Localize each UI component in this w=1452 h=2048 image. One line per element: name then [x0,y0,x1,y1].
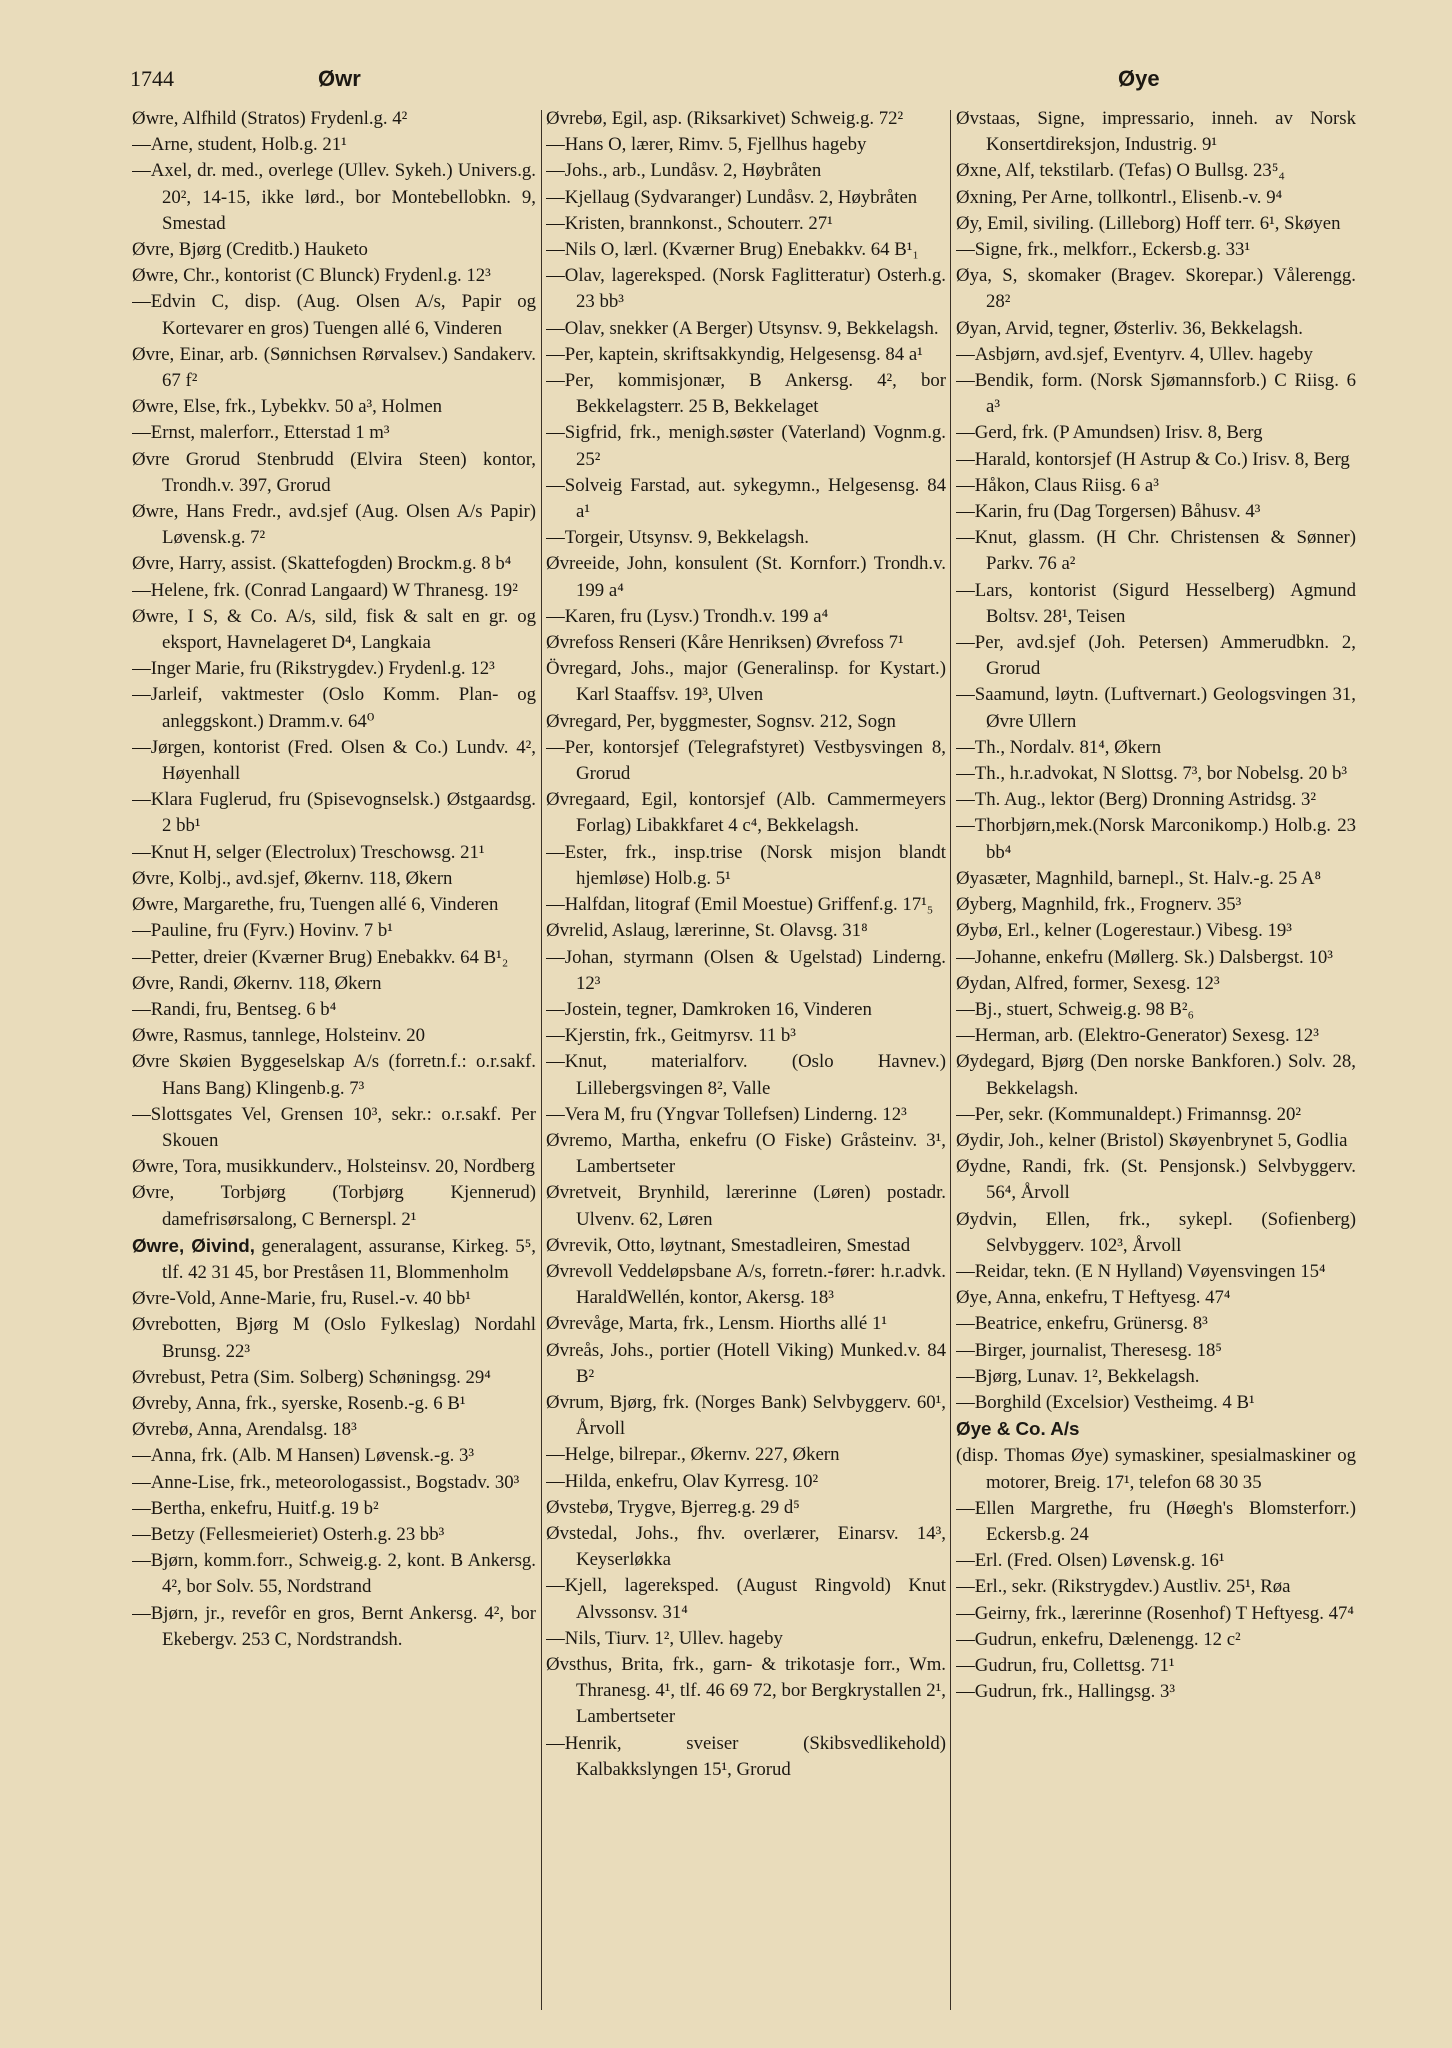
directory-entry: —Torgeir, Utsynsv. 9, Bekkelagsh. [546,527,809,549]
directory-entry: —Per, sekr. (Kommunaldept.) Frimannsg. 20² [956,1103,1301,1125]
directory-entry: Øvreeide, John, konsulent (St. Kornforr.) Trondh.v. 199 a⁴ [546,553,946,601]
directory-entry: Øydvin, Ellen, frk., sykepl. (Sofienberg) Selvbyggerv. 102³, Årvoll [956,1208,1356,1256]
directory-entry: Øwre, Else, frk., Lybekkv. 50 a³, Holmen [132,396,443,418]
directory-entry: Øvrevoll Veddeløpsbane A/s, forretn.-fører: h.r.advk. HaraldWellén, kontor, Akersg. 18³ [546,1260,946,1309]
directory-entry: —Th. Aug., lektor (Berg) Dronning Astridsg. 3² [956,789,1317,811]
directory-entry: Øydne, Randi, frk. (St. Pensjonsk.) Selvbyggerv. 56⁴, Årvoll [956,1156,1356,1204]
directory-entry: Øydan, Alfred, former, Sexesg. 12³ [956,972,1220,994]
directory-entry: —Johan, styrmann (Olsen & Ugelstad) Linderng. 12³ [546,946,946,994]
directory-entry: —Pauline, fru (Fyrv.) Hovinv. 7 b¹ [132,920,393,942]
directory-entry: —Erl. (Fred. Olsen) Løvensk.g. 16¹ [956,1550,1225,1572]
directory-entry: Øvre Skøien Byggeselskap A/s (forretn.f.: o.r.sakf. Hans Bang) Klingenb.g. 7³ [132,1051,536,1099]
directory-entry: —Gerd, frk. (P Amundsen) Irisv. 8, Berg [956,422,1263,444]
directory-entry: Øwre, Alfhild (Stratos) Frydenl.g. 4² [132,108,408,129]
directory-entry: Øvstedal, Johs., fhv. overlærer, Einarsv. 14³, Keyserløkka [546,1522,946,1571]
column-3 [956,106,1356,2006]
directory-entry: —Inger Marie, fru (Rikstrygdev.) Frydenl.g. 12³ [132,658,495,680]
directory-entry: Øye & Co. A/s [956,1418,1080,1440]
directory-entry: —Karen, fru (Lysv.) Trondh.v. 199 a⁴ [546,605,829,627]
directory-entry: —Knut, materialforv. (Oslo Havnev.) Lillebergsvingen 8², Valle [546,1051,946,1099]
directory-entry: —Knut H, selger (Electrolux) Treschowsg. 21¹ [132,841,485,863]
guide-word-left: Øwr [318,66,361,91]
directory-entry: Øvsthus, Brita, frk., garn- & trikotasje forr., Wm. Thranesg. 4¹, tlf. 46 69 72, bor Bergkrystallen 2¹, Lambertseter [546,1653,946,1728]
directory-entry: —Gudrun, enkefru, Dælenengg. 12 c² [956,1628,1241,1650]
directory-entry: —Per, kaptein, skriftsakkyndig, Helgesensg. 84 a¹ [546,343,923,365]
directory-entry: —Bjørg, Lunav. 1², Bekkelagsh. [956,1365,1200,1387]
directory-entry: (disp. Thomas Øye) symaskiner, spesialmaskiner og motorer, Breig. 17¹, telefon 68 30 35 [956,1445,1356,1493]
directory-entry: —Jarleif, vaktmester (Oslo Komm. Plan- og anleggskont.) Dramm.v. 64⁰ [132,684,536,732]
directory-entry: —Bjørn, komm.forr., Schweig.g. 2, kont. B Ankersg. 4², bor Solv. 55, Nordstrand [132,1550,536,1598]
directory-entry: Øydir, Joh., kelner (Bristol) Skøyenbrynet 5, Godlia [956,1129,1348,1151]
directory-entry: —Gudrun, fru, Collettsg. 71¹ [956,1654,1175,1676]
directory-entry: —Klara Fuglerud, fru (Spisevognselsk.) Østgaardsg. 2 bb¹ [132,789,536,837]
directory-entry: Øvre Grorud Stenbrudd (Elvira Steen) kontor, Trondh.v. 397, Grorud [132,448,536,496]
directory-entry: —Herman, arb. (Elektro-Generator) Sexesg. 12³ [956,1025,1319,1047]
column-rule [541,110,542,2010]
directory-entry: —Erl., sekr. (Rikstrygdev.) Austliv. 25¹, Røa [956,1576,1291,1598]
directory-entry: Øvregard, Per, byggmester, Sognsv. 212, Sogn [546,710,896,732]
directory-entry: —Bj., stuert, Schweig.g. 98 B²₆ [956,998,1195,1020]
directory-entry: —Beatrice, enkefru, Grünersg. 8³ [956,1313,1208,1335]
directory-entry: —Per, kontorsjef (Telegrafstyret) Vestbysvingen 8, Grorud [546,736,946,785]
directory-entry: —Harald, kontorsjef (H Astrup & Co.) Irisv. 8, Berg [956,448,1350,470]
directory-entry: —Knut, glassm. (H Chr. Christensen & Sønner) Parkv. 76 a² [956,527,1356,575]
directory-entry: Øvretveit, Brynhild, lærerinne (Løren) postadr. Ulvenv. 62, Løren [546,1182,946,1230]
directory-entry: Øwre, Øivind, generalagent, assuranse, Kirkeg. 5⁵, tlf. 42 31 45, bor Preståsen 11, Blommenholm [132,1234,536,1283]
directory-entry: —Jostein, tegner, Damkroken 16, Vinderen [546,998,872,1020]
directory-entry: —Bertha, enkefru, Huitf.g. 19 b² [132,1497,379,1519]
column-1 [132,106,536,2006]
directory-entry: Øvre, Einar, arb. (Sønnichsen Rørvalsev.) Sandakerv. 67 f² [132,343,536,392]
directory-entry: —Slottsgates Vel, Grensen 10³, sekr.: o.r.sakf. Per Skouen [132,1103,536,1151]
directory-entry: Øwre, Hans Fredr., avd.sjef (Aug. Olsen A/s Papir) Løvensk.g. 7² [132,501,536,549]
page-number: 1744 [130,66,174,91]
directory-entry: Øvre, Kolbj., avd.sjef, Økernv. 118, Økern [132,867,453,889]
directory-entry: Øvrum, Bjørg, frk. (Norges Bank) Selvbyggerv. 60¹, Årvoll [546,1391,946,1440]
directory-entry: Øyberg, Magnhild, frk., Frognerv. 35³ [956,894,1242,916]
directory-entry: —Randi, fru, Bentseg. 6 b⁴ [132,998,337,1020]
directory-entry: —Th., h.r.advokat, N Slottsg. 7³, bor Nobelsg. 20 b³ [956,763,1348,785]
directory-entry: —Halfdan, litograf (Emil Moestue) Griffenf.g. 17¹₅ [546,894,934,916]
directory-entry: —Bjørn, jr., revefôr en gros, Bernt Ankersg. 4², bor Ekebergv. 253 C, Nordstrandsh. [132,1602,536,1650]
directory-entry: —Kjellaug (Sydvaranger) Lundåsv. 2, Høybråten [546,186,918,208]
directory-entry: —Vera M, fru (Yngvar Tollefsen) Linderng. 12³ [546,1103,907,1125]
directory-entry: —Johs., arb., Lundåsv. 2, Høybråten [546,160,822,182]
column-rule [950,110,951,2010]
directory-entry: Øxning, Per Arne, tollkontrl., Elisenb.-v. 9⁴ [956,186,1283,208]
directory-entry: Øvrebotten, Bjørg M (Oslo Fylkeslag) Nordahl Brunsg. 22³ [132,1314,536,1362]
directory-entry: —Arne, student, Holb.g. 21¹ [132,134,347,156]
directory-entry: —Lars, kontorist (Sigurd Hesselberg) Agmund Boltsv. 28¹, Teisen [956,579,1356,627]
directory-entry: Øybø, Erl., kelner (Logerestaur.) Vibesg. 19³ [956,920,1292,942]
directory-entry: Øxne, Alf, tekstilarb. (Tefas) O Bullsg. 23⁵₄ [956,160,1285,182]
directory-entry: —Henrik, sveiser (Skibsvedlikehold) Kalbakkslyngen 15¹, Grorud [546,1732,946,1780]
directory-entry: —Saamund, løytn. (Luftvernart.) Geologsvingen 31, Øvre Ullern [956,684,1356,732]
directory-entry: —Nils, Tiurv. 1², Ullev. hageby [546,1627,783,1649]
directory-entry: Øwre, Margarethe, fru, Tuengen allé 6, Vinderen [132,894,499,916]
directory-entry: Øvrelid, Aslaug, lærerinne, St. Olavsg. 31⁸ [546,920,868,942]
directory-entry: —Olav, snekker (A Berger) Utsynsv. 9, Bekkelagsh. [546,317,939,339]
directory-entry: —Reidar, tekn. (E N Hylland) Vøyensvingen 15⁴ [956,1260,1326,1282]
directory-entry: —Karin, fru (Dag Torgersen) Båhusv. 4³ [956,501,1261,523]
page-header [0,66,1452,106]
directory-entry: —Thorbjørn,mek.(Norsk Marconikomp.) Holb.g. 23 bb⁴ [956,815,1356,863]
column-2 [546,106,946,2006]
directory-entry: —Geirny, frk., lærerinne (Rosenhof) T Heftyesg. 47⁴ [956,1602,1354,1624]
directory-entry: —Olav, lagereksped. (Norsk Faglitteratur) Osterh.g. 23 bb³ [546,265,946,313]
directory-entry: Övregard, Johs., major (Generalinsp. for Kystart.) Karl Staaffsv. 19³, Ulven [546,658,946,706]
directory-entry: Øvrefoss Renseri (Kåre Henriksen) Øvrefoss 7¹ [546,632,904,654]
directory-entry: Øvre, Randi, Økernv. 118, Økern [132,972,382,994]
guide-word-right: Øye [1118,66,1160,91]
directory-entry: —Kjell, lagereksped. (August Ringvold) Knut Alvssonsv. 31⁴ [546,1575,946,1623]
directory-entry: —Hans O, lærer, Rimv. 5, Fjellhus hageby [546,134,867,156]
directory-entry: —Birger, journalist, Theresesg. 18⁵ [956,1339,1222,1361]
directory-entry: —Per, kommisjonær, B Ankersg. 4², bor Bekkelagsterr. 25 B, Bekkelaget [546,370,946,418]
directory-entry: Øvreås, Johs., portier (Hotell Viking) Munked.v. 84 B² [546,1339,946,1387]
directory-entry: —Borghild (Excelsior) Vestheimg. 4 B¹ [956,1391,1255,1413]
directory-entry: Øvre, Torbjørg (Torbjørg Kjennerud) damefrisørsalong, C Bernerspl. 2¹ [132,1182,536,1230]
directory-entry: —Jørgen, kontorist (Fred. Olsen & Co.) Lundv. 4², Høyenhall [132,736,536,785]
directory-entry: —Ester, frk., insp.trise (Norsk misjon blandt hjemløse) Holb.g. 5¹ [546,841,946,889]
directory-entry: —Per, avd.sjef (Joh. Petersen) Ammerudbkn. 2, Grorud [956,632,1356,680]
directory-entry: Øvregaard, Egil, kontorsjef (Alb. Cammermeyers Forlag) Libakkfaret 4 c⁴, Bekkelagsh. [546,789,946,837]
directory-entry: —Asbjørn, avd.sjef, Eventyrv. 4, Ullev. hageby [956,343,1313,365]
directory-entry: Øvre, Harry, assist. (Skattefogden) Brockm.g. 8 b⁴ [132,553,512,575]
directory-entry: Øwre, Chr., kontorist (C Blunck) Frydenl.g. 12³ [132,265,491,287]
directory-entry: —Bendik, form. (Norsk Sjømannsforb.) C Riisg. 6 a³ [956,370,1356,418]
directory-entry: —Petter, dreier (Kværner Brug) Enebakkv. 64 B¹₂ [132,946,509,968]
directory-entry: Øvreby, Anna, frk., syerske, Rosenb.-g. 6 B¹ [132,1392,466,1414]
directory-entry: —Betzy (Fellesmeieriet) Osterh.g. 23 bb³ [132,1523,445,1545]
directory-entry: Øy, Emil, siviling. (Lilleborg) Hoff terr. 6¹, Skøyen [956,212,1341,234]
directory-entry: —Anna, frk. (Alb. M Hansen) Løvensk.-g. 3³ [132,1445,475,1467]
directory-entry: —Signe, frk., melkforr., Eckersb.g. 33¹ [956,239,1251,261]
directory-entry: Øyan, Arvid, tegner, Østerliv. 36, Bekkelagsh. [956,317,1303,339]
directory-entry: Øwre, Rasmus, tannlege, Holsteinv. 20 [132,1025,425,1047]
directory-entry: —Kjerstin, frk., Geitmyrsv. 11 b³ [546,1025,796,1047]
directory-entry: Øvstaas, Signe, impressario, inneh. av Norsk Konsertdireksjon, Industrig. 9¹ [956,108,1356,156]
directory-entry: Øwre, I S, & Co. A/s, sild, fisk & salt en gr. og eksport, Havnelageret D⁴, Langkaia [132,605,536,654]
directory-entry: —Johanne, enkefru (Møllerg. Sk.) Dalsbergst. 10³ [956,946,1333,968]
directory-entry: Øvrevåge, Marta, frk., Lensm. Hiorths allé 1¹ [546,1313,887,1335]
directory-entry: —Th., Nordalv. 81⁴, Økern [956,736,1162,758]
directory-entry: —Anne-Lise, frk., meteorologassist., Bogstadv. 30³ [132,1471,520,1493]
directory-entry: Øye, Anna, enkefru, T Heftyesg. 47⁴ [956,1287,1231,1309]
directory-entry: Øvstebø, Trygve, Bjerreg.g. 29 d⁵ [546,1496,800,1518]
directory-entry: Øvre, Bjørg (Creditb.) Hauketo [132,239,368,261]
directory-entry: —Kristen, brannkonst., Schouterr. 27¹ [546,212,833,234]
directory-entry: —Axel, dr. med., overlege (Ullev. Sykeh.) Univers.g. 20², 14-15, ikke lørd., bor Montebellobkn. 9, Smestad [132,160,536,234]
directory-entry: —Solveig Farstad, aut. sykegymn., Helgesensg. 84 a¹ [546,474,946,523]
directory-entry: Øvre-Vold, Anne-Marie, fru, Rusel.-v. 40 bb¹ [132,1288,471,1310]
directory-entry: Øvremo, Martha, enkefru (O Fiske) Gråsteinv. 3¹, Lambertseter [546,1129,946,1178]
directory-entry: Øyasæter, Magnhild, barnepl., St. Halv.-g. 25 A⁸ [956,867,1322,889]
directory-entry: —Sigfrid, frk., menigh.søster (Vaterland) Vognm.g. 25² [546,422,946,470]
directory-entry: —Gudrun, frk., Hallingsg. 3³ [956,1681,1175,1703]
directory-entry: Øya, S, skomaker (Bragev. Skorepar.) Vålerengg. 28² [956,265,1356,313]
directory-entry: Øvrevik, Otto, løytnant, Smestadleiren, Smestad [546,1234,911,1256]
directory-entry: —Håkon, Claus Riisg. 6 a³ [956,474,1159,496]
directory-entry: Øvrebø, Egil, asp. (Riksarkivet) Schweig.g. 72² [546,108,904,129]
directory-entry: —Helge, bilrepar., Økernv. 227, Økern [546,1444,840,1466]
directory-entry: —Edvin C, disp. (Aug. Olsen A/s, Papir og Kortevarer en gros) Tuengen allé 6, Vinderen [132,291,536,339]
directory-entry: Øvrebø, Anna, Arendalsg. 18³ [132,1419,357,1441]
directory-entry: —Ellen Margrethe, fru (Høegh's Blomsterforr.) Eckersb.g. 24 [956,1497,1356,1545]
directory-entry: Øwre, Tora, musikkunderv., Holsteinsv. 20, Nordberg [132,1156,535,1178]
directory-entry: Øydegard, Bjørg (Den norske Bankforen.) Solv. 28, Bekkelagsh. [956,1051,1356,1099]
directory-entry: Øvrebust, Petra (Sim. Solberg) Schøningsg. 29⁴ [132,1366,491,1388]
directory-entry: —Nils O, lærl. (Kværner Brug) Enebakkv. 64 B¹₁ [546,239,919,261]
directory-entry: —Hilda, enkefru, Olav Kyrresg. 10² [546,1470,819,1492]
directory-entry: —Helene, frk. (Conrad Langaard) W Thranesg. 19² [132,579,518,601]
directory-entry: —Ernst, malerforr., Etterstad 1 m³ [132,422,390,444]
